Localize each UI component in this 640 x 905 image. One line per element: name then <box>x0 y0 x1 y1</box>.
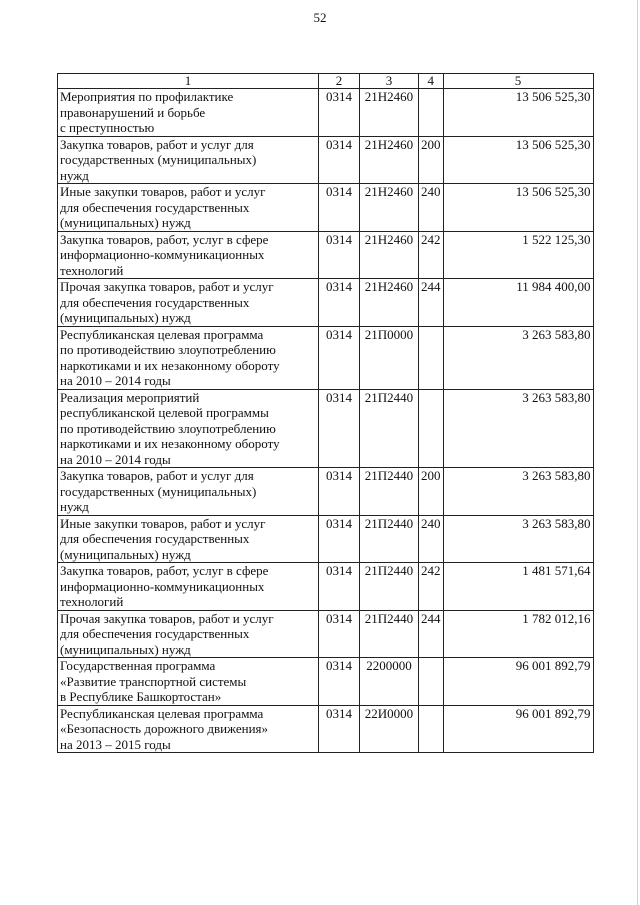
cell-section: 0314 <box>319 658 360 706</box>
cell-type: 200 <box>419 468 444 516</box>
cell-name-line: нужд <box>60 499 89 514</box>
cell-name-line: Закупка товаров, работ и услуг для <box>60 468 254 483</box>
cell-name-line: по противодействию злоупотреблению <box>60 420 276 436</box>
cell-code: 21Н2460 <box>360 279 419 327</box>
cell-name <box>58 515 319 563</box>
cell-section: 0314 <box>319 389 360 468</box>
cell-type: 240 <box>419 515 444 563</box>
cell-code: 21Н2460 <box>360 231 419 279</box>
cell-name-line: государственных (муниципальных) <box>60 483 257 499</box>
cell-code: 21П2440 <box>360 468 419 516</box>
header-col-section: 2 <box>319 74 360 89</box>
cell-type: 244 <box>419 279 444 327</box>
cell-section: 0314 <box>319 184 360 232</box>
table-header <box>58 74 594 89</box>
table-row <box>58 563 594 611</box>
cell-sum: 3 263 583,80 <box>443 468 593 516</box>
cell-code: 21Н2460 <box>360 136 419 184</box>
cell-name-line: на 2010 – 2014 годы <box>60 373 171 388</box>
cell-name-line: в Республике Башкортостан» <box>60 689 222 704</box>
cell-name-line: республиканской целевой программы <box>60 405 269 420</box>
cell-name <box>58 389 319 468</box>
cell-name-line: технологий <box>60 594 124 609</box>
cell-name-line: информационно-коммуникационных <box>60 247 265 262</box>
cell-name-line: для обеспечения государственных <box>60 199 250 215</box>
cell-name <box>58 89 319 137</box>
cell-section: 0314 <box>319 89 360 137</box>
cell-sum: 11 984 400,00 <box>443 279 593 327</box>
cell-name <box>58 184 319 232</box>
cell-code: 21П0000 <box>360 326 419 389</box>
table-row <box>58 326 594 389</box>
cell-sum: 1 782 012,16 <box>443 610 593 658</box>
page-edge-line <box>637 0 638 905</box>
cell-name-line: на 2010 – 2014 годы <box>60 451 171 467</box>
cell-name-line: Республиканская целевая программа <box>60 326 264 342</box>
cell-name-line: для обеспечения государственных <box>60 626 250 641</box>
cell-section: 0314 <box>319 231 360 279</box>
cell-type: 244 <box>419 610 444 658</box>
cell-section: 0314 <box>319 563 360 611</box>
table-row <box>58 389 594 468</box>
cell-type <box>419 705 444 753</box>
cell-name-line: Государственная программа <box>60 658 216 673</box>
cell-sum: 13 506 525,30 <box>443 89 593 137</box>
table-row <box>58 515 594 563</box>
table-body <box>58 89 594 753</box>
cell-name-line: нужд <box>60 167 89 183</box>
cell-name <box>58 658 319 706</box>
cell-code: 22И0000 <box>360 705 419 753</box>
cell-name-line: (муниципальных) нужд <box>60 641 191 657</box>
table-row <box>58 279 594 327</box>
cell-name-line: «Безопасность дорожного движения» <box>60 721 269 736</box>
cell-code: 21П2440 <box>360 515 419 563</box>
cell-type <box>419 326 444 389</box>
cell-sum: 3 263 583,80 <box>443 326 593 389</box>
cell-name-line: (муниципальных) нужд <box>60 546 191 562</box>
cell-name-line: Реализация мероприятий <box>60 389 200 405</box>
page-number: 52 <box>313 10 327 25</box>
cell-sum: 3 263 583,80 <box>443 515 593 563</box>
cell-sum: 1 522 125,30 <box>443 231 593 279</box>
cell-sum: 3 263 583,80 <box>443 389 593 468</box>
cell-type: 200 <box>419 136 444 184</box>
budget-table <box>57 73 594 753</box>
cell-name-line: наркотиками и их незаконному обороту <box>60 357 280 373</box>
cell-section: 0314 <box>319 515 360 563</box>
cell-name <box>58 610 319 658</box>
cell-name-line: для обеспечения государственных <box>60 531 250 546</box>
cell-section: 0314 <box>319 610 360 658</box>
cell-type: 242 <box>419 231 444 279</box>
header-col-type: 4 <box>419 74 444 89</box>
cell-name-line: Закупка товаров, работ и услуг для <box>60 136 254 152</box>
table-row <box>58 705 594 753</box>
cell-section: 0314 <box>319 136 360 184</box>
cell-section: 0314 <box>319 468 360 516</box>
cell-name <box>58 705 319 753</box>
cell-sum: 96 001 892,79 <box>443 658 593 706</box>
cell-name <box>58 563 319 611</box>
cell-name-line: наркотиками и их незаконному обороту <box>60 436 280 451</box>
cell-name <box>58 136 319 184</box>
table-row <box>58 610 594 658</box>
cell-type: 240 <box>419 184 444 232</box>
cell-name-line: технологий <box>60 262 124 278</box>
cell-name-line: Закупка товаров, работ, услуг в сфере <box>60 231 269 247</box>
cell-name-line: правонарушений и борьбе <box>60 104 206 120</box>
table-row <box>58 136 594 184</box>
cell-sum: 96 001 892,79 <box>443 705 593 753</box>
cell-name-line: по противодействию злоупотреблению <box>60 342 276 357</box>
cell-type: 242 <box>419 563 444 611</box>
table-row <box>58 89 594 137</box>
cell-code: 21П2440 <box>360 389 419 468</box>
cell-name-line: государственных (муниципальных) <box>60 152 257 167</box>
cell-name <box>58 279 319 327</box>
header-col-name: 1 <box>58 74 319 89</box>
cell-name-line: для обеспечения государственных <box>60 294 250 310</box>
cell-sum: 13 506 525,30 <box>443 184 593 232</box>
table-row <box>58 231 594 279</box>
cell-code: 21П2440 <box>360 610 419 658</box>
header-col-code: 3 <box>360 74 419 89</box>
cell-name-line: Закупка товаров, работ, услуг в сфере <box>60 563 269 578</box>
header-row <box>58 74 594 89</box>
cell-code: 2200000 <box>360 658 419 706</box>
cell-name-line: Мероприятия по профилактике <box>60 89 234 104</box>
cell-name <box>58 231 319 279</box>
cell-name <box>58 326 319 389</box>
cell-sum: 13 506 525,30 <box>443 136 593 184</box>
cell-type <box>419 389 444 468</box>
cell-name-line: (муниципальных) нужд <box>60 310 191 325</box>
cell-name-line: Прочая закупка товаров, работ и услуг <box>60 279 274 294</box>
cell-name-line: (муниципальных) нужд <box>60 215 191 230</box>
table-row <box>58 468 594 516</box>
cell-type <box>419 658 444 706</box>
table-row <box>58 184 594 232</box>
cell-section: 0314 <box>319 705 360 753</box>
cell-sum: 1 481 571,64 <box>443 563 593 611</box>
cell-section: 0314 <box>319 279 360 327</box>
header-col-sum: 5 <box>443 74 593 89</box>
cell-type <box>419 89 444 137</box>
cell-name <box>58 468 319 516</box>
cell-name-line: Иные закупки товаров, работ и услуг <box>60 184 266 199</box>
cell-name-line: Иные закупки товаров, работ и услуг <box>60 515 266 531</box>
cell-name-line: Прочая закупка товаров, работ и услуг <box>60 610 274 626</box>
cell-code: 21П2440 <box>360 563 419 611</box>
cell-code: 21Н2460 <box>360 184 419 232</box>
cell-name-line: информационно-коммуникационных <box>60 578 265 594</box>
cell-section: 0314 <box>319 326 360 389</box>
cell-name-line: Республиканская целевая программа <box>60 705 264 721</box>
cell-code: 21Н2460 <box>360 89 419 137</box>
cell-name-line: на 2013 – 2015 годы <box>60 736 171 752</box>
cell-name-line: «Развитие транспортной системы <box>60 673 247 689</box>
cell-name-line: с преступностью <box>60 120 155 135</box>
table-row <box>58 658 594 706</box>
